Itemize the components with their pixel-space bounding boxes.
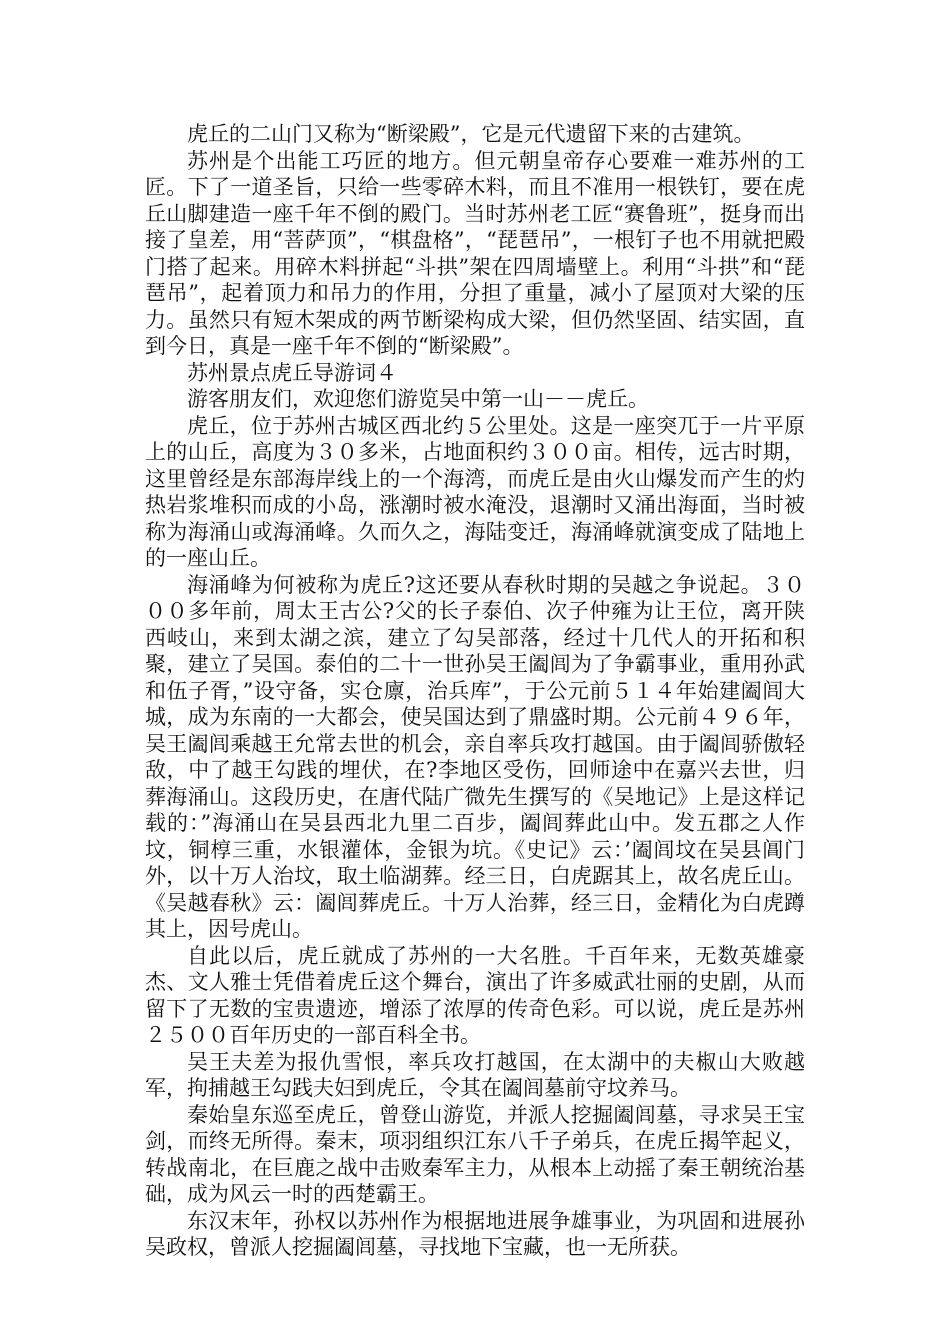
paragraph-duanliangdian-intro: 虎丘的二山门又称为“断梁殿”，它是元代遗留下来的古建筑。 xyxy=(187,122,755,146)
paragraph-duanliangdian-story: 苏州是个出能工巧匠的地方。但元朝皇帝存心要难一难苏州的工匠。下了一道圣旨，只给一些零碎木料，而且不准用一根铁钉，要在虎丘山脚建造一座千年不倒的殿门。当时苏州老工匠“赛鲁班”，挺身而出接了皇差，用“菩萨顶”，“棋盘格”，“琵琶吊”，一根钉子也不用就把殿门搭了起来。用碎木料拼起“斗拱”架在四周墙壁上。利用“斗拱”和“琵琶吊”，起着顶力和吊力的作用，分担了重量，减小了屋顶对大梁的压力。虽然只有短木架成的两节断梁构成大梁，但仍然坚固、结实固，直到今日，真是一座千年不倒的“断梁殿”。 xyxy=(145,148,805,358)
paragraph-fuchai: 吴王夫差为报仇雪恨，率兵攻打越国，在太湖中的夫椒山大败越军，拘捕越王勾践夫妇到虎丘，令其在阖闾墓前守坟养马。 xyxy=(145,1049,805,1100)
document-body xyxy=(145,121,805,1261)
paragraph-welcome: 游客朋友们，欢迎您们游览吴中第一山－－虎丘。 xyxy=(187,387,649,411)
paragraph-sunquan: 东汉末年，孙权以苏州作为根据地进展争雄事业，为巩固和进展孙吴政权，曾派人挖掘阖闾墓，寻找地下宝藏，也一无所获。 xyxy=(145,1208,805,1259)
paragraph-famous-site: 自此以后，虎丘就成了苏州的一大名胜。千百年来，无数英雄豪杰、文人雅士凭借着虎丘这个舞台，演出了许多威武壮丽的史剧，从而留下了无数的宝贵遗迹，增添了浓厚的传奇色彩。可以说，虎丘是苏州２５００百年历史的一部百科全书。 xyxy=(145,943,805,1047)
section-title: 苏州景点虎丘导游词４ xyxy=(187,360,397,385)
paragraph-qinshihuang: 秦始皇东巡至虎丘，曾登山游览，并派人挖掘阖闾墓，寻求吴王宝剑，而终无所得。秦末，项羽组织江东八千子弟兵，在虎丘揭竿起义，转战南北，在巨鹿之战中击败秦军主力，从根本上动摇了秦王朝统治基础，成为风云一时的西楚霸王。 xyxy=(145,1102,805,1206)
paragraph-name-origin: 海涌峰为何被称为虎丘?这还要从春秋时期的吴越之争说起。３０００多年前，周太王古公?父的长子泰伯、次子仲雍为让王位，离开陕西岐山，来到太湖之滨，建立了勾吴部落，经过十几代人的开拓和积聚，建立了吴国。泰伯的二十一世孙吴王阖闾为了争霸事业，重用孙武和伍子胥，”设守备，实仓廪，治兵库”，于公元前５１４年始建阖闾大城，成为东南的一大都会，使吴国达到了鼎盛时期。公元前４９６年，吴王阖闾乘越王允常去世的机会，亲自率兵攻打越国。由于阖闾骄傲轻敌，中了越王勾践的埋伏，在?李地区受伤，回师途中在嘉兴去世，归葬海涌山。这段历史，在唐代陆广微先生撰写的《吴地记》上是这样记载的：”海涌山在吴县西北九里二百步，阖闾葬此山中。发五郡之人作坟，铜椁三重，水银灌体，金银为坑。《史记》云：’阖闾坟在吴县阊门外，以十万人治坟，取土临湖葬。经三日，白虎踞其上，故名虎丘山。《吴越春秋》云：阖闾葬虎丘。十万人治葬，经三日，金精化为白虎蹲其上，因号虎山。 xyxy=(145,572,805,941)
paragraph-huqiu-location: 虎丘，位于苏州古城区西北约５公里处。这是一座突兀于一片平原上的山丘，高度为３０多米，占地面积约３００亩。相传，远古时期，这里曾经是东部海岸线上的一个海湾，而虎丘是由火山爆发而产生的灼热岩浆堆积而成的小岛，涨潮时被水淹没，退潮时又涌出海面，当时被称为海涌山或海涌峰。久而久之，海陆变迁，海涌峰就演变成了陆地上的一座山丘。 xyxy=(145,413,805,570)
